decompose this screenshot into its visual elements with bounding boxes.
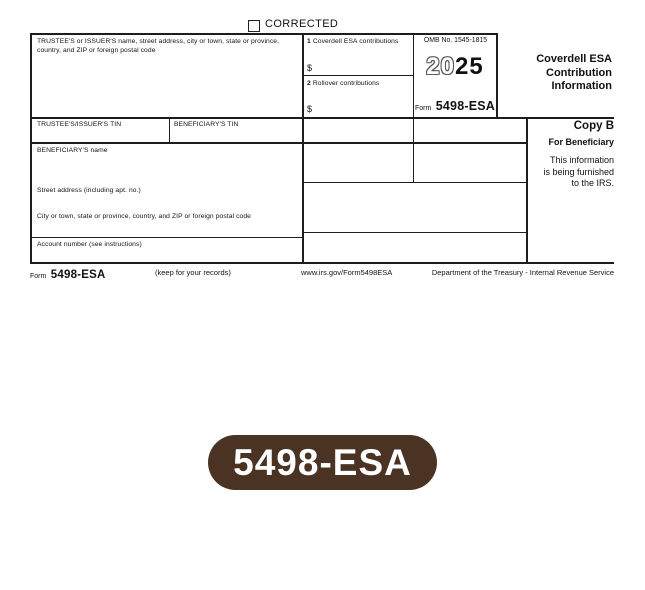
box1-label — [307, 38, 411, 47]
footer-keep-note: (keep for your records) — [155, 268, 231, 277]
beneficiary-tin-label: BENEFICIARY'S TIN — [174, 121, 239, 128]
form-title-line1: Coverdell ESA — [536, 53, 612, 65]
box1-dollar-sign: $ — [307, 63, 313, 73]
box1-number: 1 — [307, 38, 311, 45]
box2-number: 2 — [307, 80, 311, 87]
box1-text: Coverdell ESA contributions — [312, 38, 399, 45]
form-title-line3: Information — [551, 80, 612, 92]
form-word: Form — [414, 105, 432, 112]
grid-line-top — [30, 33, 497, 35]
account-number-label: Account number (see instructions) — [37, 241, 142, 248]
form-title — [512, 53, 612, 94]
trustee-issuer-label: TRUSTEE'S or ISSUER'S name, street address, city or town, state or province, country, and ZIP or foreign postal code — [37, 38, 280, 54]
account-number-field[interactable] — [32, 250, 300, 261]
badge-label: 5498-ESA — [233, 441, 412, 483]
beneficiary-name-label: BENEFICIARY'S name — [37, 147, 108, 154]
beneficiary-name-field[interactable] — [32, 156, 300, 184]
grid-line-copyb-divider — [526, 117, 528, 263]
footer-form-num: 5498-ESA — [50, 269, 106, 281]
tax-year — [413, 53, 497, 81]
box2-label — [307, 80, 411, 89]
footer-form-word: Form — [30, 273, 47, 280]
footer-form-number — [30, 265, 105, 283]
corrected-checkbox[interactable] — [248, 20, 260, 32]
grid-line-tin-bottom — [30, 142, 527, 144]
copy-b-note-line1: This information — [549, 155, 614, 165]
form-number: 5498-ESA — [435, 99, 496, 113]
trustee-info-field[interactable] — [32, 58, 300, 114]
street-address-label: Street address (including apt. no.) — [37, 187, 141, 194]
form-5498-esa-badge — [208, 435, 437, 490]
grid-line-tin-divider — [169, 117, 170, 143]
trustee-tin-field[interactable] — [32, 129, 167, 141]
beneficiary-tin-field[interactable] — [172, 129, 300, 141]
grid-line-rowc-bottom — [302, 232, 527, 233]
copy-b-note-line3: to the IRS. — [571, 178, 614, 188]
copy-b-title: Copy B — [573, 120, 614, 132]
omb-number-label: OMB No. 1545-1815 — [423, 37, 488, 44]
copy-b-note-line2: is being furnished — [543, 166, 614, 177]
grid-line-rowb-bottom — [302, 182, 527, 183]
tax-year-bold: 25 — [455, 53, 484, 80]
grid-line-account-top — [30, 237, 303, 238]
city-state-zip-field[interactable] — [32, 222, 300, 234]
footer-department: Department of the Treasury - Internal Revenue Service — [431, 268, 614, 277]
box2-text: Rollover contributions — [312, 80, 380, 87]
grid-line-leftcol-right — [302, 33, 304, 263]
corrected-label: CORRECTED — [265, 18, 339, 30]
footer-irs-url: www.irs.gov/Form5498ESA — [301, 268, 393, 277]
tax-year-outline: 20 — [426, 53, 455, 80]
box1-amount-field[interactable] — [316, 62, 411, 74]
form-title-line2: Contribution — [546, 66, 612, 79]
grid-line-box1-box2 — [302, 75, 414, 76]
city-state-zip-label: City or town, state or province, country, and ZIP or foreign postal code — [37, 213, 251, 220]
street-address-field[interactable] — [32, 196, 300, 210]
copy-b-subtitle: For Beneficiary — [548, 137, 614, 147]
box2-amount-field[interactable] — [316, 103, 411, 115]
box2-dollar-sign: $ — [307, 104, 313, 114]
copy-b-note — [526, 155, 614, 190]
trustee-tin-label: TRUSTEE'S/ISSUER'S TIN — [37, 121, 122, 128]
form-number-block — [413, 97, 497, 115]
